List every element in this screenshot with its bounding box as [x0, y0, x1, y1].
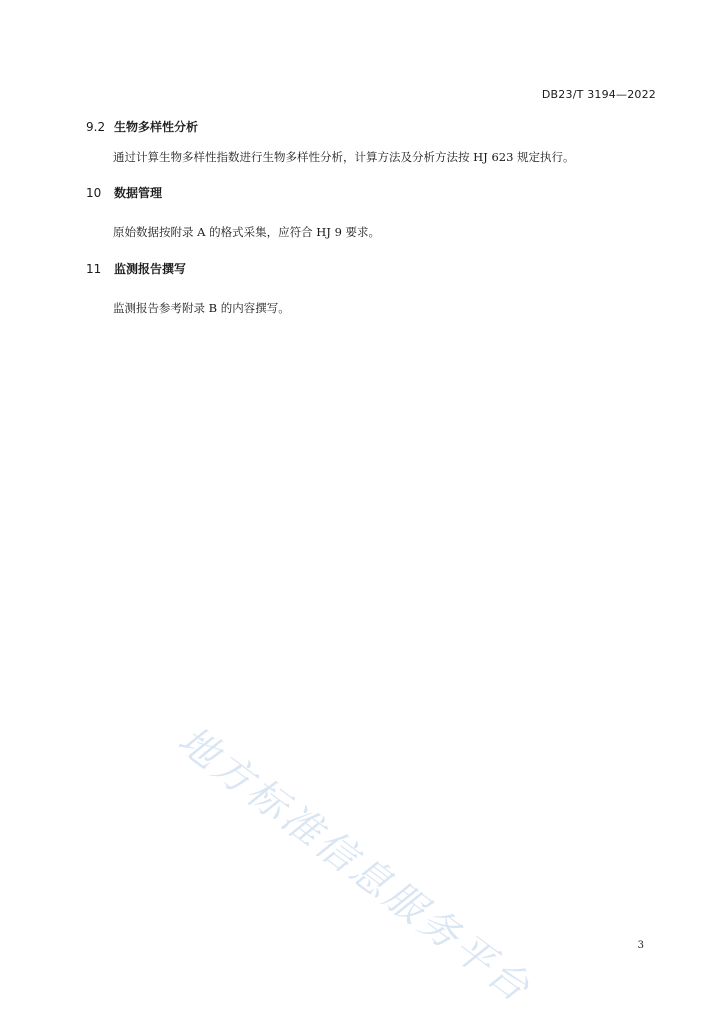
section-heading-11	[86, 260, 666, 277]
section-number: 9.2	[86, 120, 106, 134]
section-title: 监测报告撰写	[114, 262, 187, 276]
section-paragraph-10: 原始数据按附录 A 的格式采集，应符合 HJ 9 要求。	[113, 225, 381, 239]
section-heading-9-2	[86, 118, 666, 135]
section-number: 11	[86, 262, 102, 276]
section-heading-10	[86, 184, 666, 201]
section-title: 数据管理	[114, 186, 163, 200]
section-paragraph-9-2: 通过计算生物多样性指数进行生物多样性分析，计算方法及分析方法按 HJ 623 规定执行。	[113, 150, 575, 164]
page-number: 3	[637, 940, 644, 951]
standard-code: DB23/T 3194—2022	[541, 88, 656, 101]
section-title: 生物多样性分析	[114, 120, 199, 134]
section-paragraph-11: 监测报告参考附录 B 的内容撰写。	[113, 301, 290, 315]
watermark-text: 地方标准信息服务平台	[169, 717, 540, 1013]
section-number: 10	[86, 186, 102, 200]
